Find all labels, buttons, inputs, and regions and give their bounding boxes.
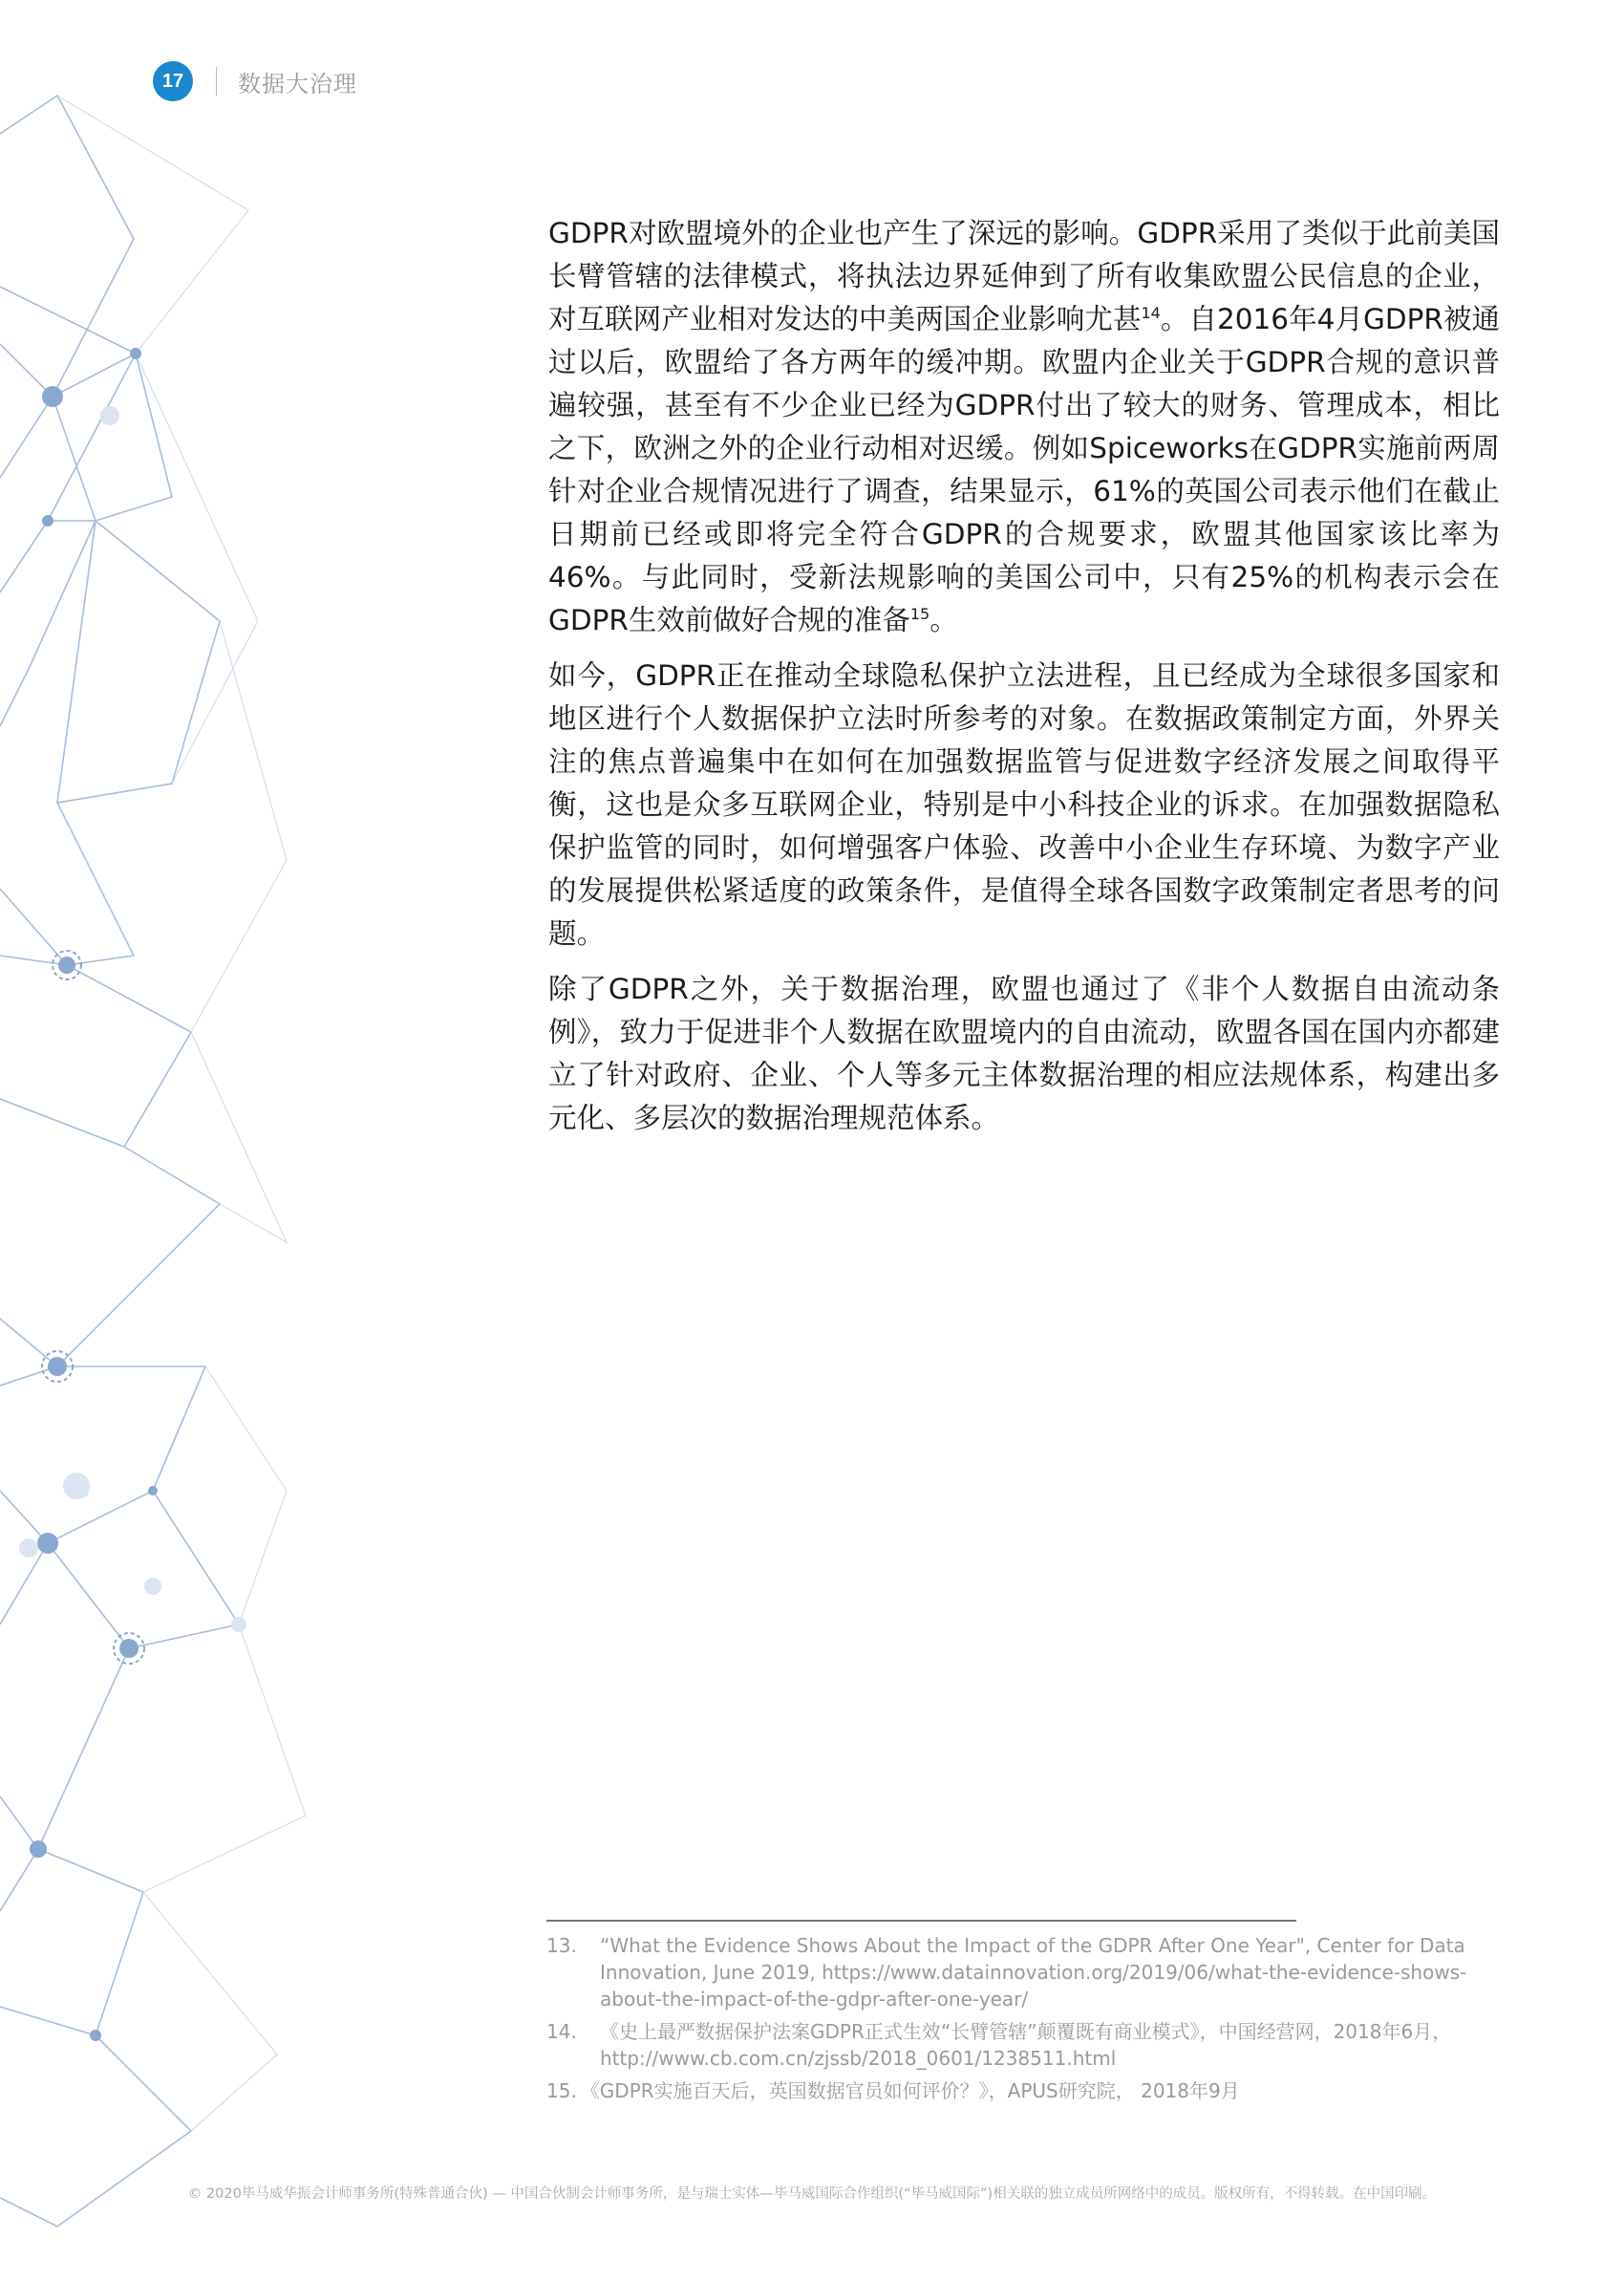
footnote-text: 《史上最严数据保护法案GDPR正式生效“长臂管辖”颠覆既有商业模式》，中国经营网，2018年6月， http://www.cb.com.cn/zjssb/2018_0601/1238511.html xyxy=(600,2020,1452,2070)
footnote-number: 13. xyxy=(546,1934,577,1957)
footnote-ref-14[interactable]: 14 xyxy=(1141,304,1161,323)
body-text xyxy=(548,212,1500,1152)
footnote-ref-15[interactable]: 15 xyxy=(909,605,930,624)
section-title: 数据大治理 xyxy=(238,70,357,97)
footnote-number: 14. xyxy=(546,2020,577,2043)
footnote-number: 15. xyxy=(546,2079,577,2102)
network-decoration xyxy=(0,0,315,2280)
paragraph-3: 除了GDPR之外，关于数据治理，欧盟也通过了《非个人数据自由流动条例》，致力于促进非个人数据在欧盟境内的自由流动，欧盟各国在国内亦都建立了针对政府、企业、个人等多元主体数据治理的相应法规体系，构建出多元化、多层次的数据治理规范体系。 xyxy=(548,973,1500,1134)
paragraph-1: GDPR对欧盟境外的企业也产生了深远的影响。GDPR采用了类似于此前美国长臂管辖的法律模式，将执法边界延伸到了所有收集欧盟公民信息的企业，对互联网产业相对发达的中美两国企业影响尤甚$^{14}$。自2016年4月GDPR被通过以后，欧盟给了各方两年的缓冲期。欧盟内企业关于GDPR合规的意识普遍较强，甚至有不少企业已经为GDPR付出了较大的财务、管理成本，相比之下，欧洲之外的企业行动相对迟缓。例如Spiceworks在GDPR实施前两周针对企业合规情况进行了调查，结果显示，61%的英国公司表示他们在截止日期前已经或即将完全符合GDPR的合规要求，欧盟其他国家该比率为46%。与此同时，受新法规影响的美国公司中，只有25%的机构表示会在GDPR生效前做好合规的准备$^{15}$。 xyxy=(548,217,1500,636)
footnote-14 xyxy=(546,2018,1502,2072)
footnote-15 xyxy=(546,2077,1502,2104)
footnotes xyxy=(546,1932,1502,2110)
copyright-notice: © 2020毕马威华振会计师事务所(特殊普通合伙) — 中国合伙制会计师事务所，是与瑞士实体—毕马威国际合作组织(“毕马威国际”)相关联的独立成员所网络中的成员。版权所有，不得转载。在中国印刷。 xyxy=(187,2186,1437,2202)
footnote-text: “What the Evidence Shows About the Impact of the GDPR After One Year", Center for Data Innovation, June 2019, https://www.datainnovation.org/2019/06/what-the-evidence-shows-about-the-impact-of-the-gdpr-after-one-year/ xyxy=(600,1934,1467,2011)
footnote-divider xyxy=(546,1920,1296,1922)
page-number-badge: 17 xyxy=(153,61,193,101)
page-header xyxy=(153,61,357,101)
paragraph-2: 如今，GDPR正在推动全球隐私保护立法进程，且已经成为全球很多国家和地区进行个人数据保护立法时所参考的对象。在数据政策制定方面，外界关注的焦点普遍集中在如何在加强数据监管与促进数字经济发展之间取得平衡，这也是众多互联网企业，特别是中小科技企业的诉求。在加强数据隐私保护监管的同时，如何增强客户体验、改善中小企业生存环境、为数字产业的发展提供松紧适度的政策条件，是值得全球各国数字政策制定者思考的问题。 xyxy=(548,659,1500,950)
header-divider xyxy=(216,67,217,96)
footnote-13 xyxy=(546,1932,1502,2012)
footnote-text: 《GDPR实施百天后，英国数据官员如何评价？》，APUS研究院， 2018年9月 xyxy=(580,2079,1240,2102)
